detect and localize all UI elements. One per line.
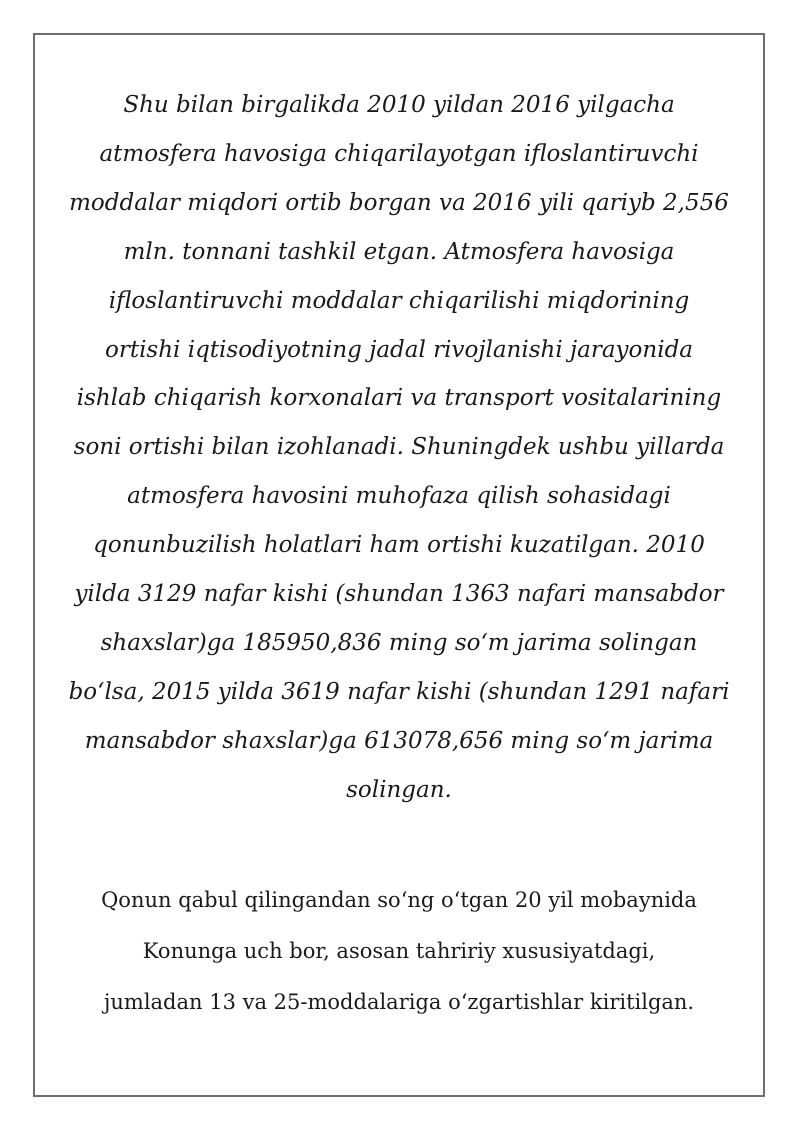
- text-line: atmosfera havosiga chiqarilayotgan ifloslantiruvchi: [99, 140, 699, 167]
- italic-paragraph: [35, 81, 763, 815]
- document-page: [33, 33, 765, 1097]
- text-line: qonunbuzilish holatlari ham ortishi kuzatilgan. 2010: [93, 532, 705, 559]
- text-line: Konunga uch bor, asosan tahririy xususiyatdagi,: [142, 939, 656, 963]
- text-line: jumladan 13 va 25-moddalariga o‘zgartishlar kiritilgan.: [103, 990, 695, 1014]
- text-line: bo‘lsa, 2015 yilda 3619 nafar kishi (shundan 1291 nafari: [68, 678, 730, 705]
- text-line: Qonun qabul qilingandan so‘ng o‘tgan 20 yil mobaynida: [101, 888, 697, 912]
- text-line: ifloslantiruvchi moddalar chiqarilishi miqdorining: [108, 287, 690, 314]
- text-line: ortishi iqtisodiyotning jadal rivojlanishi jarayonida: [104, 336, 694, 363]
- text-line: ishlab chiqarish korxonalari va transport vositalarining: [76, 385, 722, 412]
- text-line: soni ortishi bilan izohlanadi. Shuningdek ushbu yillarda: [73, 434, 725, 461]
- text-line: atmosfera havosini muhofaza qilish sohasidagi: [127, 483, 671, 510]
- text-line: shaxslar)ga 185950,836 ming so‘m jarima solingan: [100, 629, 698, 656]
- text-line: mln. tonnani tashkil etgan. Atmosfera havosiga: [123, 238, 675, 265]
- text-line: mansabdor shaxslar)ga 613078,656 ming so‘m jarima: [84, 727, 714, 754]
- text-line: moddalar miqdori ortib borgan va 2016 yili qariyb 2,556: [69, 189, 729, 216]
- text-line: Shu bilan birgalikda 2010 yildan 2016 yilgacha: [123, 92, 675, 118]
- text-line: yilda 3129 nafar kishi (shundan 1363 nafari mansabdor: [74, 581, 724, 608]
- regular-paragraph: [35, 875, 763, 1028]
- text-line: solingan.: [346, 776, 452, 803]
